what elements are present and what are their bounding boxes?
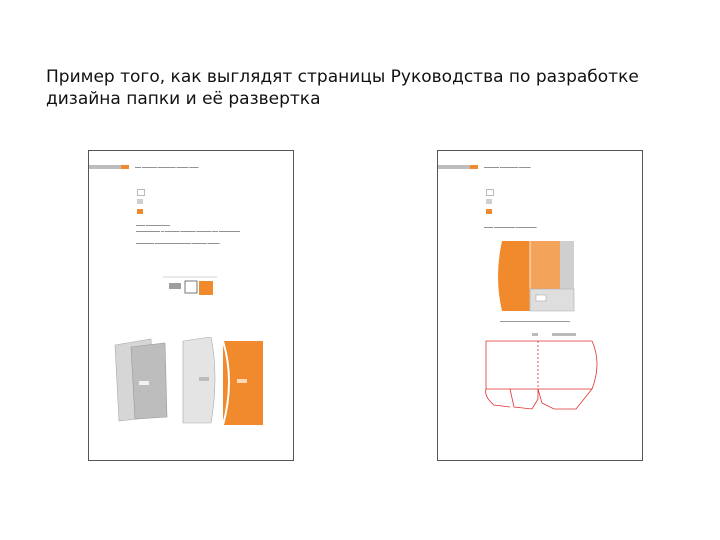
dimension-line bbox=[500, 321, 570, 322]
folder-open-view bbox=[494, 241, 576, 313]
page-header-text: ▬▬ ▬▬▬▬▬ ▬▬▬▬▬▬ ▬▬▬▬ ▬▬▬ bbox=[135, 165, 199, 169]
text-block: ▬▬▬ ▬▬▬▬▬▬▬▬ bbox=[136, 223, 170, 227]
guideline-page-left bbox=[88, 150, 294, 461]
swatch-orange bbox=[137, 209, 143, 214]
text-block: ▬▬▬▬▬▬ ▬▬▬▬▬▬▬▬▬▬▬▬ ▬▬▬▬▬ ▬▬▬▬ bbox=[136, 241, 220, 245]
swatch-orange bbox=[486, 209, 492, 214]
guideline-page-right bbox=[437, 150, 643, 461]
slide-title-line-1: Пример того, как выглядят страницы Руководства по разработке bbox=[46, 67, 639, 87]
folder-render-pair bbox=[181, 337, 265, 427]
folder-render-gray bbox=[111, 337, 171, 423]
slide-title bbox=[46, 66, 686, 110]
folder-dieline bbox=[480, 323, 606, 423]
logo-placement-diagram bbox=[155, 275, 225, 301]
page-header-bar bbox=[438, 165, 642, 169]
slide-title-line-2: дизайна папки и её развертка bbox=[46, 89, 321, 109]
text-block: ▬▬▬▬▬▬▬▬ ▬ ▬▬▬▬▬ ▬▬▬▬▬ ▬▬▬▬▬ ▬▬ ▬▬▬▬▬▬▬ bbox=[136, 229, 241, 233]
page-header-text: ▬▬▬▬▬ ▬▬▬▬▬▬ ▬▬▬▬ bbox=[484, 165, 531, 169]
text-block: ▬▬▬ ▬▬▬▬▬▬▬ ▬▬▬▬▬▬▬ bbox=[484, 225, 537, 229]
swatch-white bbox=[486, 189, 494, 196]
swatch-white bbox=[137, 189, 145, 196]
swatch-gray bbox=[486, 199, 492, 204]
swatch-gray bbox=[137, 199, 143, 204]
